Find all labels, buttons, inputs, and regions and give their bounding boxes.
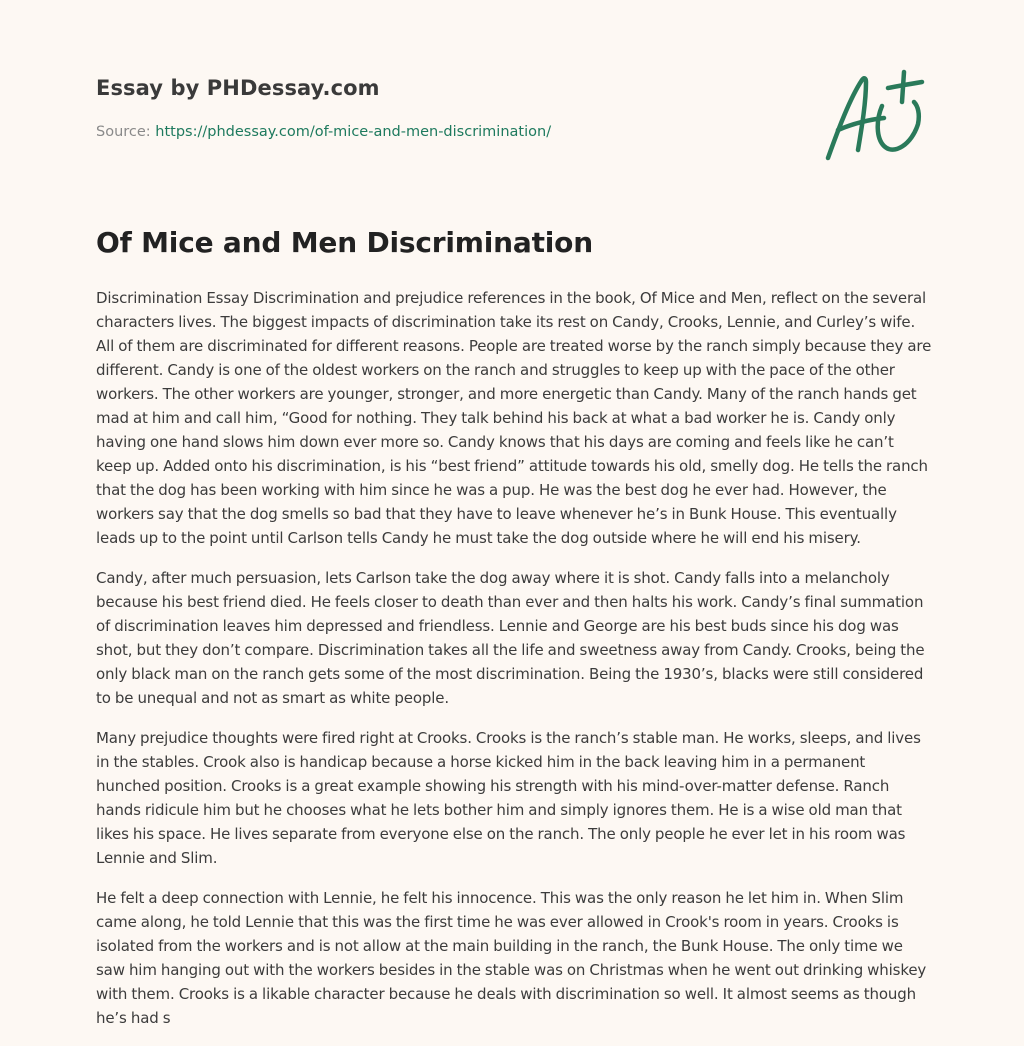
source-label: Source:	[96, 124, 156, 140]
essay-paragraph: Candy, after much persuasion, lets Carlson take the dog away where it is shot. Candy falls into a melancholy because his best friend died. He feels closer to death than ever and then halts his work. Candy’s final summation of discrimination leaves him depressed and friendless. Lennie and George are his best buds since his dog was shot, but they don’t compare. Discrimination takes all the life and sweetness away from Candy. Crooks, being the only black man on the ranch gets some of the most discrimination. Being the 1930’s, blacks were still considered to be unequal and not as smart as white people.	[96, 569, 925, 707]
essay-paragraph: He felt a deep connection with Lennie, he felt his innocence. This was the only reason he let him in. When Slim came along, he told Lennie that this was the first time he was ever allowed in Crook's room in years. Crooks is isolated from the workers and is not allow at the main building in the ranch, the Bunk House. The only time we saw him hanging out with the workers besides in the stable was on Christmas when he went out drinking whiskey with them. Crooks is a likable character because he deals with discrimination so well. It almost seems as though he’s had s	[96, 889, 927, 1027]
a-plus-grade-icon	[822, 68, 926, 164]
essay-paragraph: Discrimination Essay Discrimination and prejudice references in the book, Of Mice and Men, reflect on the several characters lives. The biggest impacts of discrimination take its rest on Candy, Crooks, Lennie, and Curley’s wife. All of them are discriminated for different reasons. People are treated worse by the ranch simply because they are different. Candy is one of the oldest workers on the ranch and struggles to keep up with the pace of the other workers. The other workers are younger, stronger, and more energetic than Candy. Many of the ranch hands get mad at him and call him, “Good for nothing. They talk behind his back at what a bad worker he is. Candy only having one hand slows him down ever more so. Candy knows that his days are coming and feels like he can’t keep up. Added onto his discrimination, is his “best friend” attitude towards his old, smelly dog. He tells the ranch that the dog has been working with him since he was a pup. He was the best dog he ever had. However, the workers say that the dog smells so bad that they have to leave whenever he’s in Bunk House. This eventually leads up to the point until Carlson tells Candy he must take the dog outside where he will end his misery.	[96, 289, 932, 547]
essay-title: Of Mice and Men Discrimination	[96, 226, 593, 259]
brand-title: Essay by PHDessay.com	[96, 76, 380, 100]
source-link[interactable]: https://phdessay.com/of-mice-and-men-discrimination/	[155, 124, 552, 140]
essay-body	[96, 286, 932, 1046]
essay-paragraph: Many prejudice thoughts were fired right at Crooks. Crooks is the ranch’s stable man. He works, sleeps, and lives in the stables. Crook also is handicap because a horse kicked him in the back leaving him in a permanent hunched position. Crooks is a great example showing his strength with his mind-over-matter defense. Ranch hands ridicule him but he chooses what he lets bother him and simply ignores them. He is a wise old man that likes his space. He lives separate from everyone else on the ranch. The only people he ever let in his room was Lennie and Slim.	[96, 729, 921, 867]
source-line	[96, 124, 551, 140]
